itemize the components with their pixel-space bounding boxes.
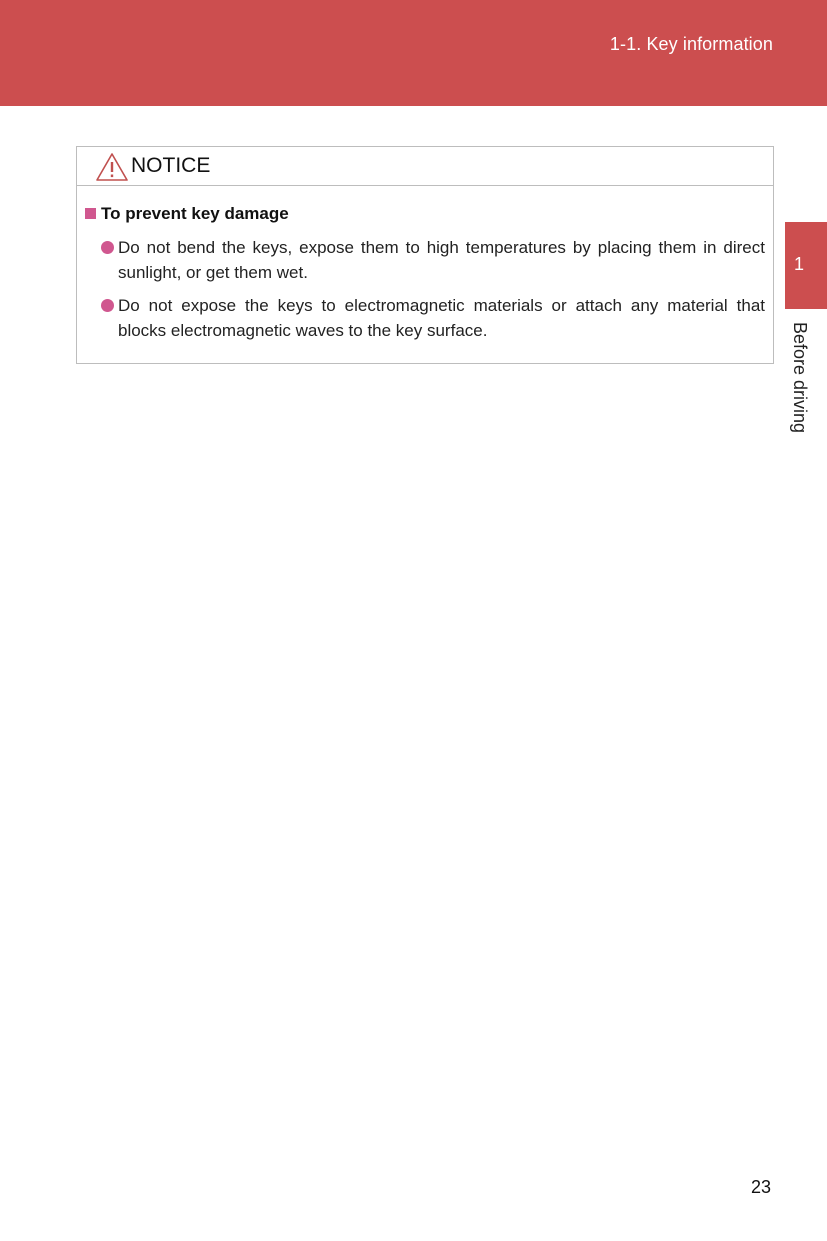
- list-item: [101, 293, 765, 343]
- notice-box: [76, 146, 774, 364]
- square-bullet-icon: [85, 208, 96, 219]
- list-item-text: Do not bend the keys, expose them to high temperatures by placing them in direct sunlight, or get them wet.: [118, 238, 765, 282]
- page-number: 23: [751, 1177, 772, 1197]
- notice-header: [77, 147, 773, 186]
- section-title: 1-1. Key information: [609, 34, 773, 54]
- notice-title: NOTICE: [131, 154, 211, 177]
- page-header: [0, 0, 827, 106]
- circle-bullet-icon: [101, 241, 114, 254]
- notice-subheading: [85, 204, 289, 224]
- chapter-tab: [785, 222, 827, 309]
- circle-bullet-icon: [101, 299, 114, 312]
- notice-subheading-text: To prevent key damage: [101, 204, 289, 223]
- warning-triangle-icon: [95, 152, 129, 182]
- list-item-text: Do not expose the keys to electromagnetic materials or attach any material that blocks electromagnetic waves to the key surface.: [118, 296, 765, 340]
- list-item: [101, 235, 765, 285]
- chapter-label: Before driving: [790, 322, 810, 434]
- chapter-number: 1: [794, 254, 805, 274]
